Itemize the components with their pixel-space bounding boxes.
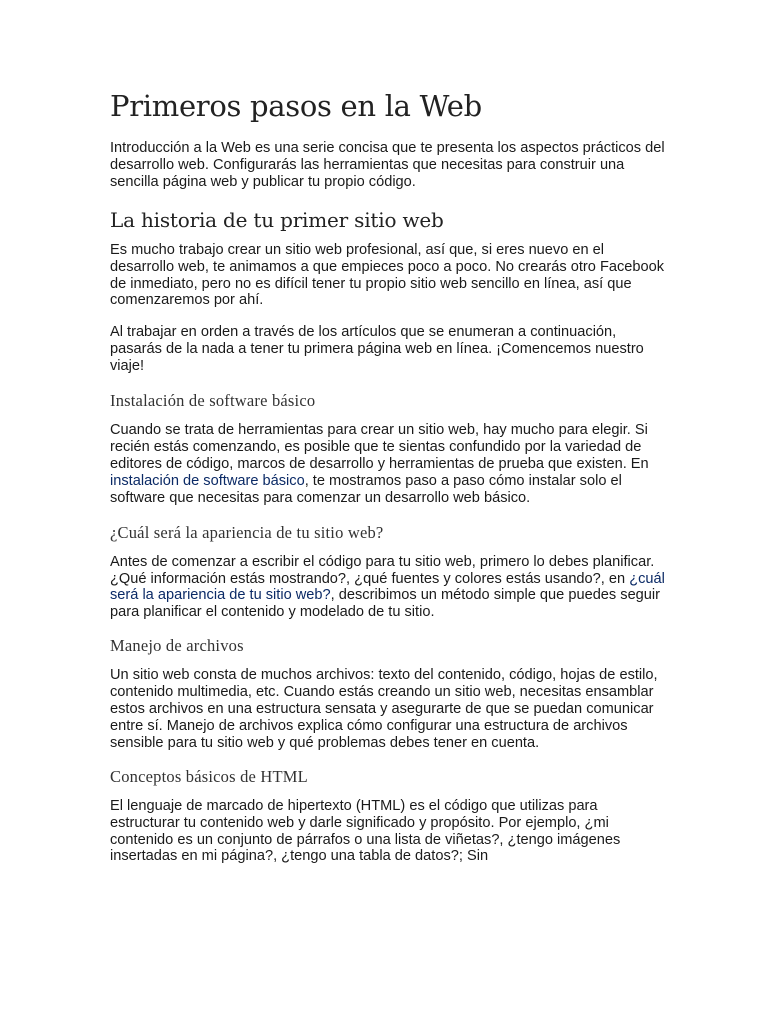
install-text-before: Cuando se trata de herramientas para crear un sitio web, hay mucho para elegir. Si recién estás comenzando, es posible que te sientas confundido por la variedad de editores de código, marcos de desarrollo y herramientas de prueba que existen. En <box>110 422 649 472</box>
html-paragraph: El lenguaje de marcado de hipertexto (HTML) es el código que utilizas para estructurar tu contenido web y darle significado y propósito. Por ejemplo, ¿mi contenido es un conjunto de párrafos o una lista de viñetas?, ¿tengo imágenes insertadas en mi página?, ¿tengo una tabla de datos?; Sin <box>110 797 621 865</box>
page-title: Primeros pasos en la Web <box>110 89 482 123</box>
install-paragraph <box>110 422 665 507</box>
history-paragraph-2: Al trabajar en orden a través de los artículos que se enumeran a continuación, pasarás de la nada a tener tu primera página web en línea. ¡Comencemos nuestro viaje! <box>110 324 644 375</box>
history-heading: La historia de tu primer sitio web <box>110 207 444 232</box>
install-software-link[interactable]: instalación de software básico <box>110 472 305 489</box>
appearance-paragraph <box>110 554 665 622</box>
files-heading: Manejo de archivos <box>110 636 244 656</box>
files-paragraph: Un sitio web consta de muchos archivos: texto del contenido, código, hojas de estilo, contenido multimedia, etc. Cuando estás creando un sitio web, necesitas ensamblar estos archivos en una estructura sensata y asegurarte de que se puedan comunicar entre sí. Manejo de archivos explica cómo configurar una estructura de archivos sensible para tu sitio web y qué problemas debes tener en cuenta. <box>110 667 658 751</box>
appearance-heading: ¿Cuál será la apariencia de tu sitio web? <box>110 522 384 542</box>
html-heading: Conceptos básicos de HTML <box>110 766 308 786</box>
intro-paragraph: Introducción a la Web es una serie concisa que te presenta los aspectos prácticos del desarrollo web. Configurarás las herramientas que necesitas para construir una sencilla página web y publicar tu propio código. <box>110 140 665 190</box>
appearance-text-after: , describimos un método simple que puedes seguir para planificar el contenido y modelado de tu sitio. <box>110 587 661 621</box>
document-page <box>110 88 665 865</box>
appearance-text-before: Antes de comenzar a escribir el código para tu sitio web, primero lo debes planificar. ¿Qué información estás mostrando?, ¿qué fuentes y colores estás usando?, en <box>110 553 655 587</box>
history-paragraph-1: Es mucho trabajo crear un sitio web profesional, así que, si eres nuevo en el desarrollo web, te animamos a que empieces poco a poco. No crearás otro Facebook de inmediato, pero no es difícil tener tu propio sitio web sencillo en línea, así que comenzaremos por ahí. <box>110 241 665 309</box>
install-heading: Instalación de software básico <box>110 391 316 411</box>
install-text-after: , te mostramos paso a paso cómo instalar solo el software que necesitas para comenzar un desarrollo web básico. <box>110 472 622 506</box>
appearance-link[interactable]: ¿cuál será la apariencia de tu sitio web? <box>110 570 665 604</box>
